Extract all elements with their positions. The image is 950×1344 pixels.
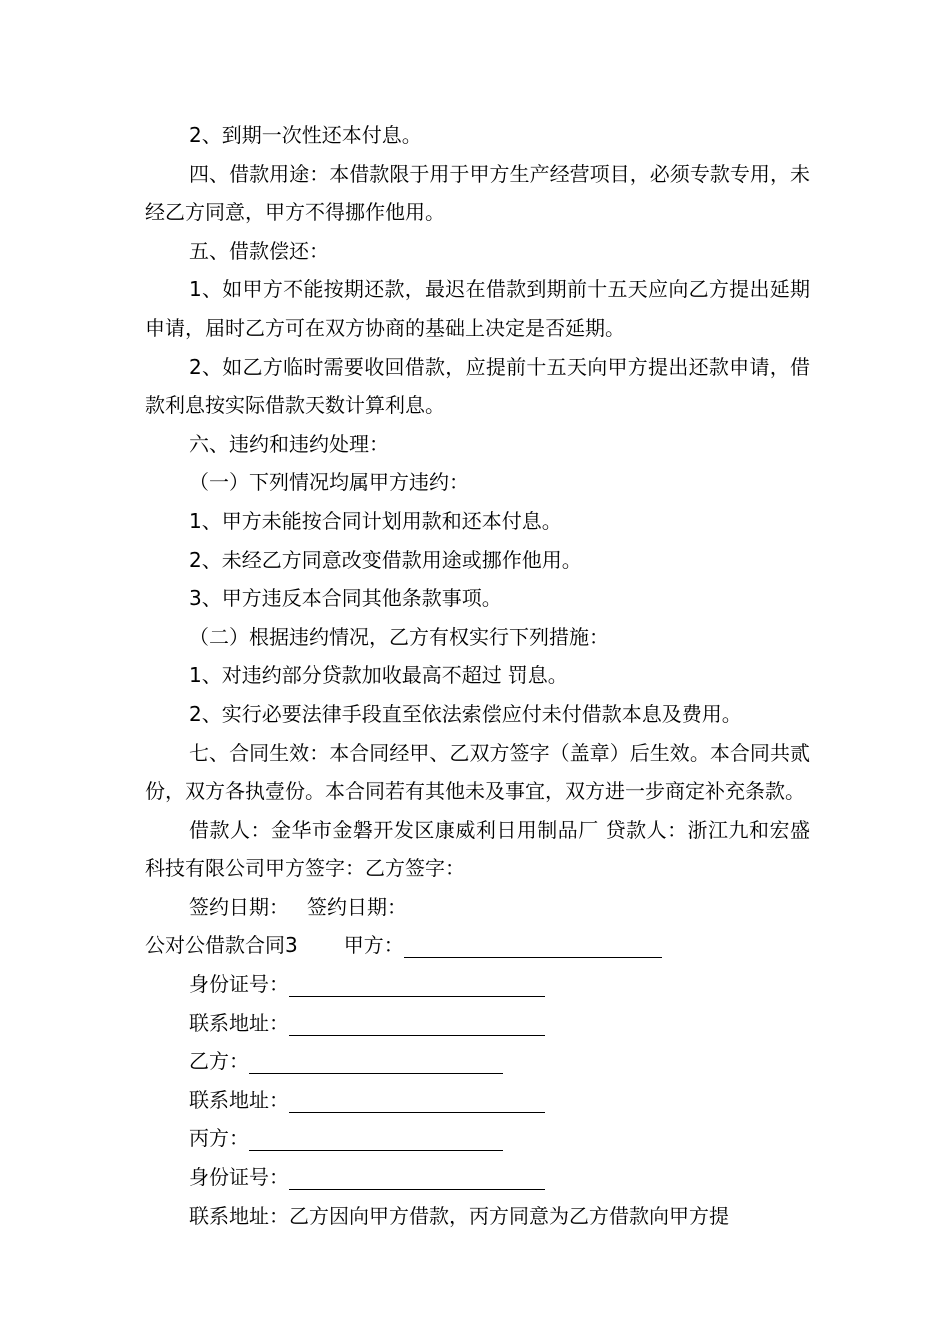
measure-item-1-suffix: 罚息。 [507, 663, 568, 688]
effectiveness-clause: 七、合同生效：本合同经甲、乙双方签字（盖章）后生效。本合同共贰份，双方各执壹份。本合同若有其他未及事宜，双方进一步商定补充条款。 [145, 740, 810, 804]
party-a-blank[interactable] [404, 933, 662, 958]
signing-date-label-b: 签约日期： [307, 894, 407, 919]
id-number-label-1: 身份证号： [189, 972, 289, 997]
address-line-2 [145, 1081, 810, 1120]
party-b-line [145, 1042, 810, 1081]
id-number-line-1 [145, 965, 810, 1004]
address-line-3: 联系地址：乙方因向甲方借款，丙方同意为乙方借款向甲方提 [189, 1203, 729, 1228]
repayment-method-item-2: 2、到期一次性还本付息。 [189, 123, 422, 147]
measure-item-1-text: 1、对违约部分贷款加收最高不超过 [189, 663, 502, 688]
loan-purpose-clause: 四、借款用途：本借款限于用于甲方生产经营项目，必须专款专用，未经乙方同意，甲方不得挪作他用。 [145, 161, 810, 225]
party-a-label: 甲方： [343, 933, 404, 958]
contract-3-title: 公对公借款合同3 [145, 933, 298, 958]
party-c-label: 丙方： [189, 1126, 249, 1151]
repayment-item-2: 2、如乙方临时需要收回借款，应提前十五天向甲方提出还款申请，借款利息按实际借款天数计算利息。 [145, 354, 810, 418]
address-line-1 [145, 1004, 810, 1043]
loan-repayment-heading: 五、借款偿还： [189, 238, 329, 263]
breach-item-3: 3、甲方违反本合同其他条款事项。 [189, 586, 502, 611]
party-c-blank[interactable] [249, 1126, 503, 1151]
measure-item-2: 2、实行必要法律手段直至依法索偿应付未付借款本息及费用。 [189, 701, 742, 726]
parties-signature-line: 借款人：金华市金磐开发区康威利日用制品厂 贷款人：浙江九和宏盛科技有限公司甲方签字：乙方签字： [145, 817, 810, 881]
party-b-blank[interactable] [249, 1049, 503, 1074]
contract-3-header [145, 926, 810, 965]
address-label-1: 联系地址： [189, 1010, 289, 1035]
breach-item-2: 2、未经乙方同意改变借款用途或挪作他用。 [189, 547, 582, 572]
id-number-label-2: 身份证号： [189, 1165, 289, 1190]
repayment-item-1: 1、如甲方不能按期还款，最迟在借款到期前十五天应向乙方提出延期申请，届时乙方可在双方协商的基础上决定是否延期。 [145, 277, 810, 340]
id-number-line-2 [145, 1158, 810, 1197]
signing-date-line [145, 888, 810, 927]
id-number-blank-1[interactable] [289, 972, 545, 997]
address-blank-1[interactable] [289, 1011, 545, 1036]
measure-item-1 [145, 656, 810, 695]
party-b-label: 乙方： [189, 1049, 249, 1074]
breach-heading: 六、违约和违约处理： [189, 431, 389, 456]
breach-subheading-2: （二）根据违约情况，乙方有权实行下列措施： [189, 624, 609, 649]
breach-item-1: 1、甲方未能按合同计划用款和还本付息。 [189, 508, 562, 533]
party-c-line [145, 1119, 810, 1158]
signing-date-label-a: 签约日期： [189, 894, 289, 919]
id-number-blank-2[interactable] [289, 1165, 545, 1190]
breach-subheading-1: （一）下列情况均属甲方违约： [189, 470, 469, 495]
address-label-2: 联系地址： [189, 1087, 289, 1112]
address-blank-2[interactable] [289, 1088, 545, 1113]
contract-body [145, 116, 810, 1235]
